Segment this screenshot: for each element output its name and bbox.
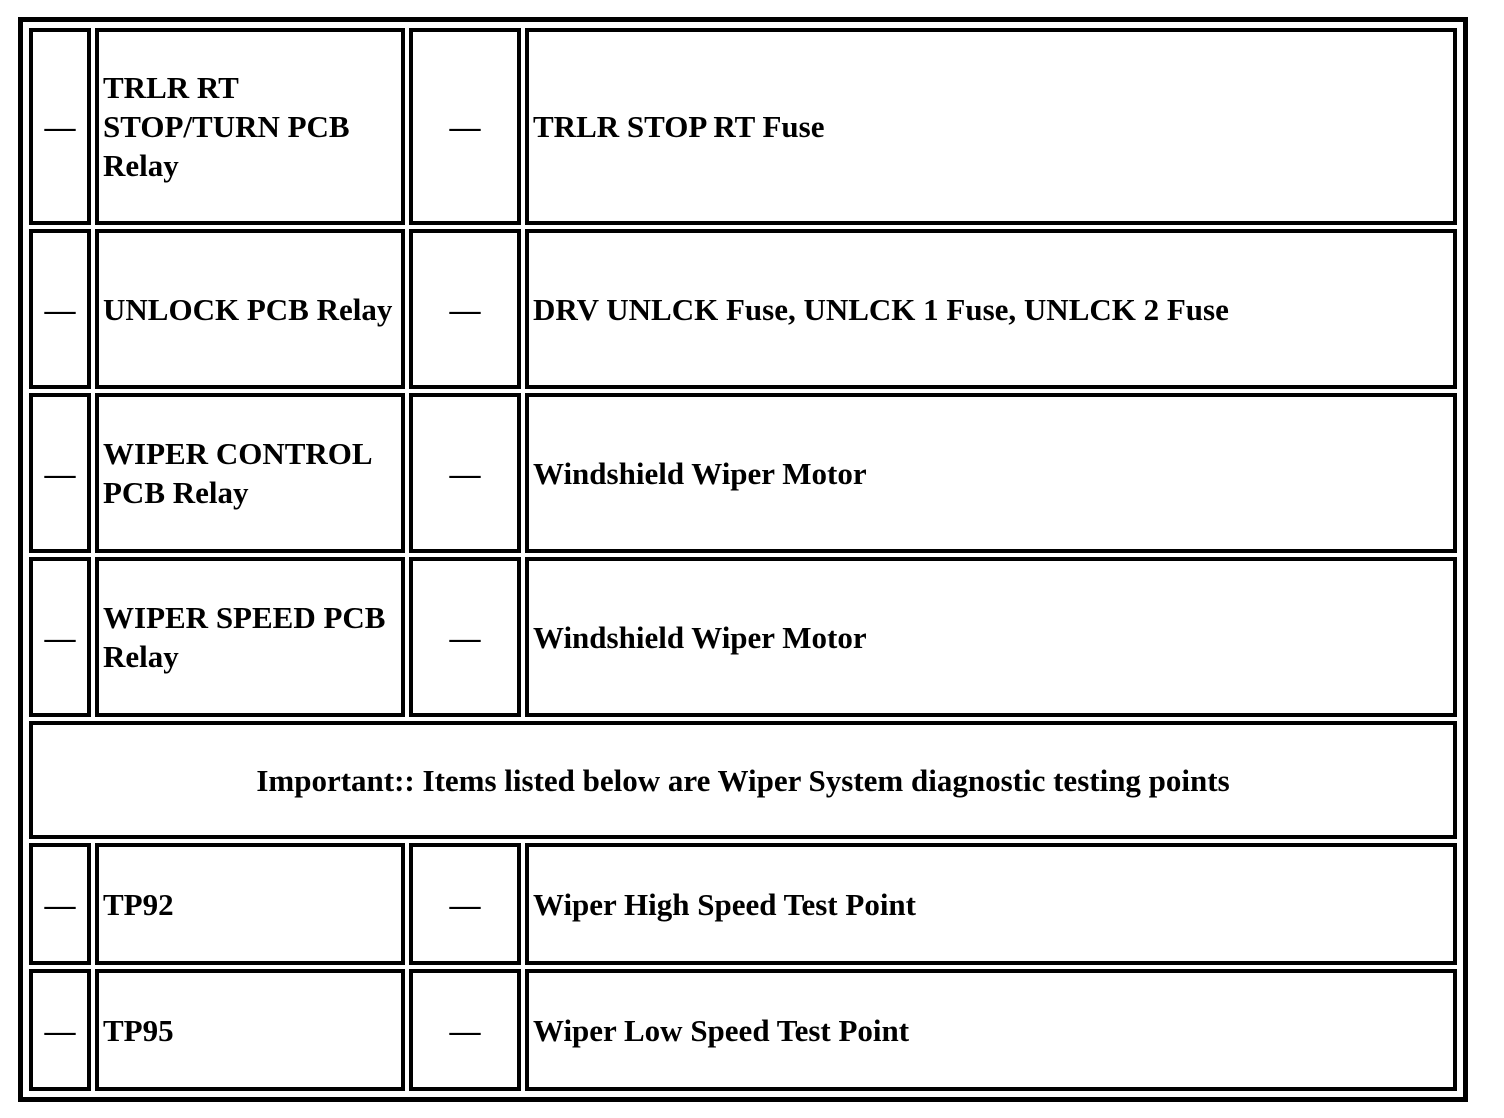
row-rating-cell: —: [409, 229, 521, 389]
row-rating-cell: —: [409, 28, 521, 225]
row-description-cell: Wiper Low Speed Test Point: [525, 969, 1457, 1091]
table-row: [29, 843, 1457, 965]
row-description-cell: TRLR STOP RT Fuse: [525, 28, 1457, 225]
row-rating-cell: —: [409, 393, 521, 553]
row-description-cell: Wiper High Speed Test Point: [525, 843, 1457, 965]
important-note: Important:: Items listed below are Wiper System diagnostic testing points: [29, 721, 1457, 839]
row-name-cell: TP95: [95, 969, 405, 1091]
table-row: [29, 28, 1457, 225]
table-row-note: [29, 721, 1457, 839]
row-description-cell: DRV UNLCK Fuse, UNLCK 1 Fuse, UNLCK 2 Fuse: [525, 229, 1457, 389]
table-row: [29, 393, 1457, 553]
row-usage-cell: —: [29, 393, 91, 553]
row-description-cell: Windshield Wiper Motor: [525, 557, 1457, 717]
row-description-cell: Windshield Wiper Motor: [525, 393, 1457, 553]
row-name-cell: UNLOCK PCB Relay: [95, 229, 405, 389]
table-row: [29, 229, 1457, 389]
fuse-relay-table: [25, 24, 1461, 1095]
row-usage-cell: —: [29, 229, 91, 389]
fuse-relay-table-frame: [18, 17, 1468, 1102]
row-usage-cell: —: [29, 28, 91, 225]
row-name-cell: WIPER CONTROL PCB Relay: [95, 393, 405, 553]
row-name-cell: TP92: [95, 843, 405, 965]
row-name-cell: TRLR RT STOP/TURN PCB Relay: [95, 28, 405, 225]
row-usage-cell: —: [29, 969, 91, 1091]
table-row: [29, 969, 1457, 1091]
row-name-cell: WIPER SPEED PCB Relay: [95, 557, 405, 717]
row-rating-cell: —: [409, 843, 521, 965]
row-rating-cell: —: [409, 557, 521, 717]
table-row: [29, 557, 1457, 717]
row-usage-cell: —: [29, 843, 91, 965]
row-rating-cell: —: [409, 969, 521, 1091]
row-usage-cell: —: [29, 557, 91, 717]
